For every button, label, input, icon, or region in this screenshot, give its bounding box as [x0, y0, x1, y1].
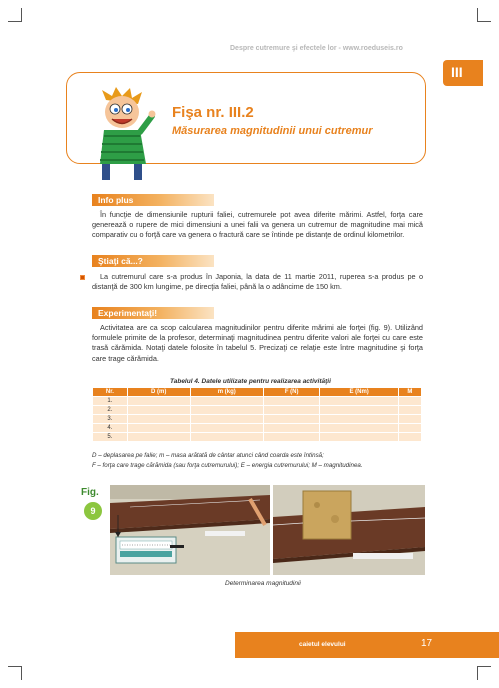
section-heading-info: [92, 194, 214, 206]
table-header-d: D (m): [127, 388, 190, 397]
legend-line-2: F – forţa care trage cărămida (sau forţa cutremurului); E – energia cutremurului; M – magnitudinea.: [92, 462, 363, 469]
table-cell[interactable]: [320, 433, 398, 442]
table-cell[interactable]: [398, 433, 421, 442]
crop-mark-top-left: [8, 8, 22, 22]
mascot-illustration: [92, 86, 156, 182]
table-cell[interactable]: [127, 433, 190, 442]
data-table: [92, 387, 422, 442]
footer-bar: [235, 632, 499, 658]
table-cell[interactable]: [190, 406, 263, 415]
chapter-tab: III: [443, 60, 483, 86]
table-cell[interactable]: [127, 397, 190, 406]
section-heading-know-label: Ştiaţi că...?: [98, 256, 143, 266]
experiment-paragraph: Activitatea are ca scop calcularea magnitudinilor pentru diferite mărimi ale forţei (fig. 9). Utilizând formulele primite de la profesor, determinaţi magnitudinea pentru diferite valori ale forţei cu care este trasă cărămida. Notaţi datele folosite în tabelul 5. Precizaţi ce relaţie este între magnitudine şi forţa care trage cărămida.: [92, 323, 423, 363]
know-paragraph: La cutremurul care s-a produs în Japonia, la data de 11 martie 2011, ruperea s-a produs pe o distanţă de 300 km lungime, pe direcţia faliei, până la o adâncime de 150 km.: [92, 272, 423, 292]
table-cell[interactable]: [190, 433, 263, 442]
crop-mark-top-right: [477, 8, 491, 22]
sheet-title: Fişa nr. III.2: [172, 104, 254, 121]
table-cell[interactable]: [320, 424, 398, 433]
running-header: Despre cutremure şi efectele lor - www.roeduseis.ro: [230, 45, 403, 52]
table-cell[interactable]: [127, 406, 190, 415]
table-header-magnitude: M: [398, 388, 421, 397]
footer-text: caietul elevului: [299, 641, 346, 648]
section-heading-experiment: [92, 307, 214, 319]
figure-caption: Determinarea magnitudinii: [225, 580, 301, 587]
table-row: [93, 433, 422, 442]
section-heading-info-label: Info plus: [98, 195, 134, 205]
figure-label: Fig.: [81, 487, 99, 498]
crop-mark-bottom-left: [8, 666, 22, 680]
table-cell[interactable]: [263, 406, 320, 415]
table-cell[interactable]: [398, 415, 421, 424]
table-header-f: F (N): [263, 388, 320, 397]
table-caption: Tabelul 4. Datele utilizate pentru realizarea activităţii: [170, 378, 331, 385]
table-row: [93, 415, 422, 424]
table-cell[interactable]: [263, 415, 320, 424]
table-cell[interactable]: [127, 415, 190, 424]
section-heading-experiment-label: Experimentaţi!: [98, 308, 158, 318]
row-number: 3.: [93, 415, 128, 424]
table-cell[interactable]: [190, 415, 263, 424]
table-cell[interactable]: [190, 397, 263, 406]
figure-number: 9: [84, 502, 102, 520]
table-row: [93, 397, 422, 406]
experiment-photo-left: [110, 485, 270, 575]
table-cell[interactable]: [263, 397, 320, 406]
row-number: 4.: [93, 424, 128, 433]
table-cell[interactable]: [398, 397, 421, 406]
table-header-nr: Nr.: [93, 388, 128, 397]
legend-line-1: D – deplasarea pe falie; m – masa arătată de cântar atunci când coarda este întinsă;: [92, 452, 324, 459]
row-number: 1.: [93, 397, 128, 406]
table-cell[interactable]: [320, 397, 398, 406]
page-number: 17: [421, 638, 433, 649]
info-paragraph: În funcţie de dimensiunile rupturii faliei, cutremurele pot avea diferite mărimi. Astfel, forţa care generează o rupere de mici dimensiuni a unei falii va genera un cutremur de magnitudine mai mică comparativ cu o forţă care va genera o fractură care se întinde pe distanţe de ordinul kilometrilor.: [92, 210, 423, 240]
table-header-e: E (Nm): [320, 388, 398, 397]
table-cell[interactable]: [263, 433, 320, 442]
figure-badge: [79, 487, 105, 523]
table-cell[interactable]: [127, 424, 190, 433]
table-row: [93, 424, 422, 433]
experiment-photo-right: [273, 485, 425, 575]
table-header-m-kg: m (kg): [190, 388, 263, 397]
row-number: 5.: [93, 433, 128, 442]
row-number: 2.: [93, 406, 128, 415]
table-cell[interactable]: [398, 406, 421, 415]
sheet-subtitle: Măsurarea magnitudinii unui cutremur: [172, 125, 373, 137]
table-cell[interactable]: [320, 415, 398, 424]
crop-mark-bottom-right: [477, 666, 491, 680]
table-cell[interactable]: [320, 406, 398, 415]
table-cell[interactable]: [190, 424, 263, 433]
table-cell[interactable]: [263, 424, 320, 433]
table-row: [93, 406, 422, 415]
section-heading-know: [92, 255, 214, 267]
bullet-icon: [80, 275, 85, 280]
table-cell[interactable]: [398, 424, 421, 433]
